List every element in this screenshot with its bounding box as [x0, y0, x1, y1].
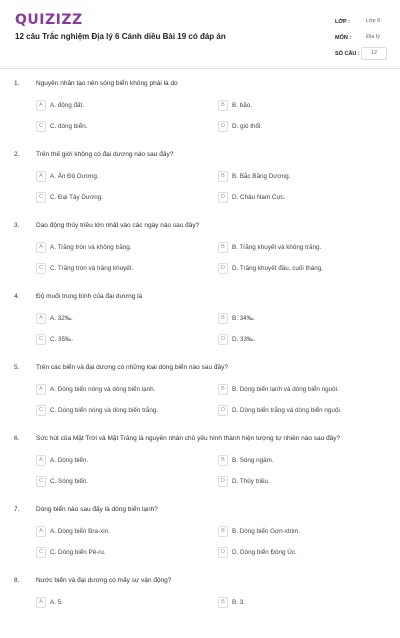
option-text: B. 34‰. [232, 315, 255, 322]
option-text: A. 32‰. [50, 315, 73, 322]
question-list [0, 70, 400, 638]
question-text: Nguyên nhân tạo nên sóng biển không phải là do [36, 80, 178, 87]
meta-label: LỚP : [335, 19, 350, 25]
meta-label: MÔN : [335, 35, 352, 41]
question-number: 3. [14, 222, 20, 229]
quizizz-logo: QUIZIZZ [15, 12, 83, 28]
option-letter-badge: B [218, 100, 228, 111]
option-text: D. Dòng biển trắng và dòng biển nguội. [232, 407, 342, 414]
question-number: 7. [14, 506, 20, 513]
question-block [0, 70, 400, 141]
option-text: B. bão. [232, 102, 252, 109]
question-block [0, 567, 400, 638]
option-text: D. Trăng khuyết đầu, cuối tháng. [232, 265, 324, 272]
option-text: A. Dòng biển. [50, 457, 89, 464]
option-text: C. Sóng biển. [50, 478, 89, 485]
option-letter-badge: D [218, 405, 228, 416]
option-letter-badge: A [36, 242, 46, 253]
option-letter-badge: A [36, 526, 46, 537]
option-letter-badge: B [218, 313, 228, 324]
option-letter-badge: A [36, 313, 46, 324]
option-text: C. Trăng tròn và trăng khuyết. [50, 265, 134, 272]
option-letter-badge: D [218, 192, 228, 203]
option-letter-badge: C [36, 476, 46, 487]
option-letter-badge: D [218, 121, 228, 132]
option-letter-badge: C [36, 405, 46, 416]
meta-row [335, 32, 390, 44]
option-letter-badge: A [36, 100, 46, 111]
question-text: Dòng biển nào sau đây là dòng biển lạnh? [36, 506, 158, 513]
option-text: B. Sóng ngầm. [232, 457, 274, 464]
option-letter-badge: C [36, 334, 46, 345]
meta-value: 12 [361, 47, 387, 60]
question-number: 5. [14, 364, 20, 371]
question-block [0, 283, 400, 354]
option-text: B. Dòng biển Gơn-xtrim. [232, 528, 301, 535]
question-text: Trên các biển và đại dương có những loại dòng biển nào sau đây? [36, 364, 228, 371]
question-text: Trên thế giới không có đại dương nào sau đây? [36, 151, 174, 158]
question-block [0, 141, 400, 212]
option-letter-badge: C [36, 192, 46, 203]
question-number: 6. [14, 435, 20, 442]
option-text: A. Dòng biển Bra-xin. [50, 528, 110, 535]
option-text: D. Thủy triều. [232, 478, 270, 485]
question-text: Dao động thủy triều lớn nhất vào các ngày nào sau đây? [36, 222, 200, 229]
question-block [0, 425, 400, 496]
option-letter-badge: B [218, 384, 228, 395]
option-text: C. Dòng biển nóng và dòng biển trắng. [50, 407, 159, 414]
question-text: Sức hút của Mặt Trời và Mặt Trăng là nguyên nhân chủ yếu hình thành hiện tượng tự nhiên nào sau đây? [36, 435, 341, 442]
meta-label: SỐ CÂU : [335, 51, 360, 57]
meta-row [335, 48, 390, 60]
question-block [0, 496, 400, 567]
option-letter-badge: C [36, 263, 46, 274]
worksheet-header [0, 0, 400, 70]
question-number: 1. [14, 80, 20, 87]
option-letter-badge: B [218, 242, 228, 253]
meta-value: Lớp 6 [365, 18, 381, 24]
option-letter-badge: D [218, 334, 228, 345]
option-letter-badge: B [218, 455, 228, 466]
option-letter-badge: D [218, 547, 228, 558]
option-text: B. Bắc Băng Dương. [232, 173, 291, 180]
meta-row [335, 16, 390, 28]
option-letter-badge: A [36, 171, 46, 182]
option-text: A. Trăng tròn và không trăng. [50, 244, 132, 251]
meta-value: Địa lý [366, 34, 380, 40]
option-text: A. Ấn Độ Dương. [50, 173, 99, 180]
option-text: B. 3. [232, 599, 245, 606]
option-letter-badge: B [218, 597, 228, 608]
option-letter-badge: B [218, 171, 228, 182]
option-text: D. Dòng biển Đông Úc. [232, 549, 297, 556]
option-text: B. Dòng biển lạnh và dòng biển nguội. [232, 386, 339, 393]
option-letter-badge: A [36, 597, 46, 608]
option-letter-badge: D [218, 476, 228, 487]
option-text: A. 5. [50, 599, 63, 606]
option-text: A. động đất. [50, 102, 84, 109]
option-letter-badge: B [218, 526, 228, 537]
question-number: 2. [14, 151, 20, 158]
option-text: D. gió thổi. [232, 123, 263, 130]
header-divider [0, 68, 400, 69]
option-text: C. 35‰. [50, 336, 74, 343]
option-text: C. Đại Tây Dương. [50, 194, 104, 201]
option-text: B. Trăng khuyết và không trăng. [232, 244, 322, 251]
option-text: D. 33‰. [232, 336, 256, 343]
question-block [0, 354, 400, 425]
question-block [0, 212, 400, 283]
option-letter-badge: C [36, 547, 46, 558]
question-number: 4. [14, 293, 20, 300]
option-text: A. Dòng biển nóng và dòng biển lạnh. [50, 386, 156, 393]
worksheet-title: 12 câu Trắc nghiệm Địa lý 6 Cánh diều Bài 19 có đáp án [15, 32, 226, 41]
option-letter-badge: A [36, 455, 46, 466]
option-text: C. dòng biển. [50, 123, 88, 130]
option-letter-badge: A [36, 384, 46, 395]
question-number: 8. [14, 577, 20, 584]
question-text: Nước biển và đại dương có mấy sự vận động? [36, 577, 172, 584]
option-text: D. Châu Nam Cực. [232, 194, 286, 201]
option-letter-badge: C [36, 121, 46, 132]
option-letter-badge: D [218, 263, 228, 274]
option-text: C. Dòng biển Pê-ru. [50, 549, 106, 556]
question-text: Độ muối trung bình của đại dương là [36, 293, 143, 300]
